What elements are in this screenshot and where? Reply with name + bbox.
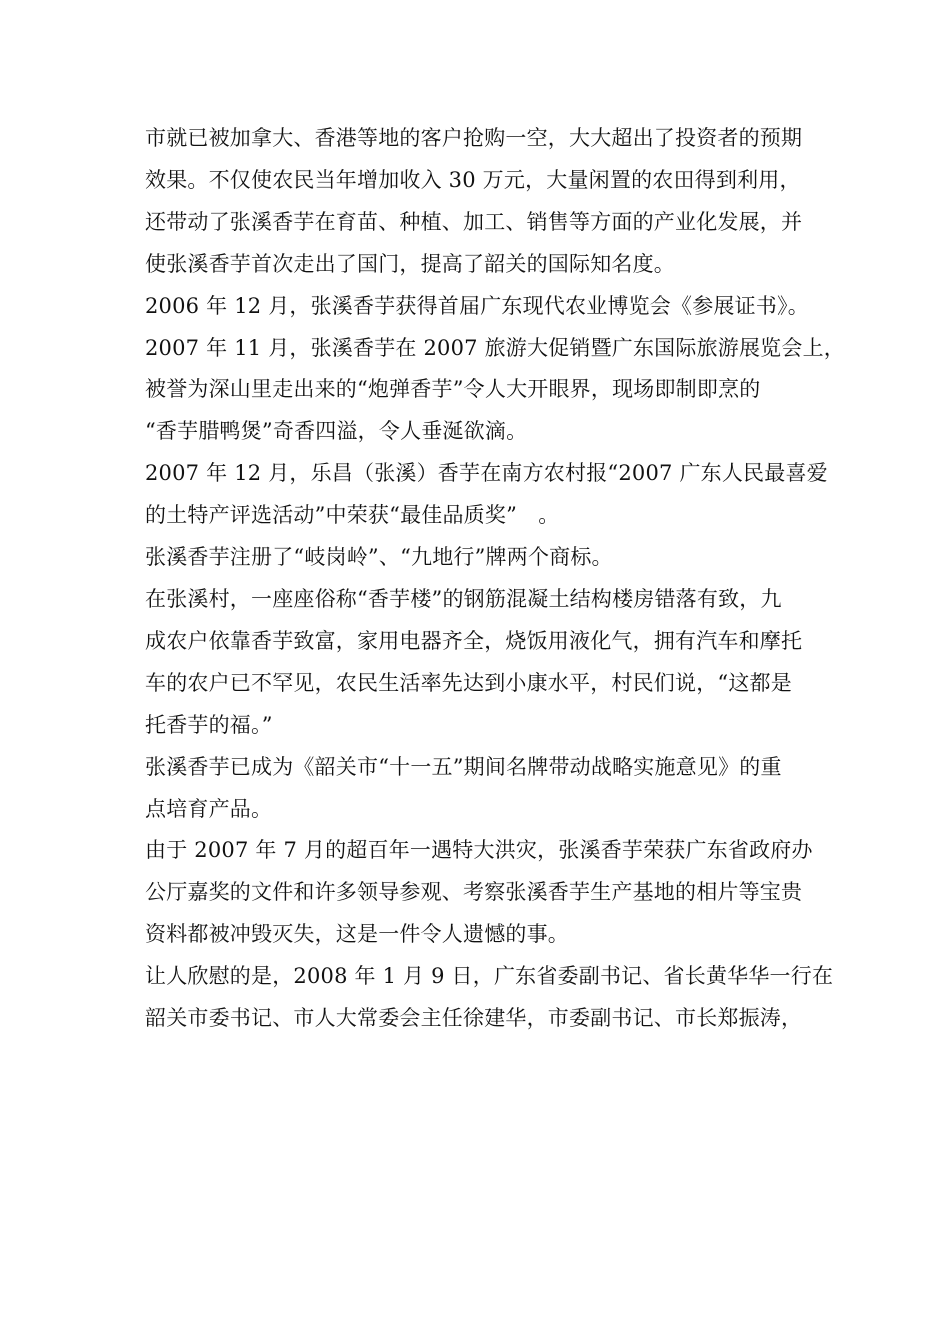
text-line: 车的农户已不罕见，农民生活率先达到小康水平，村民们说，“这都是 bbox=[145, 670, 792, 695]
text-line: 成农户依靠香芋致富，家用电器齐全，烧饭用液化气，拥有汽车和摩托 bbox=[145, 628, 803, 653]
text-line: 资料都被冲毁灭失，这是一件令人遗憾的事。 bbox=[145, 922, 569, 947]
paragraph-export-success bbox=[145, 118, 810, 286]
text-line: 公厅嘉奖的文件和许多领导参观、考察张溪香芋生产基地的相片等宝贵 bbox=[145, 880, 803, 905]
paragraph-village-prosperity bbox=[145, 579, 810, 747]
text-line: 被誉为深山里走出来的“炮弹香芋”令人大开眼界，现场即制即烹的 bbox=[145, 377, 761, 402]
text-line: 由于 2007 年 7 月的超百年一遇特大洪灾，张溪香芋荣获广东省政府办 bbox=[145, 838, 813, 863]
text-line: 还带动了张溪香芋在育苗、种植、加工、销售等方面的产业化发展，并 bbox=[145, 209, 803, 234]
text-line: 效果。不仅使农民当年增加收入 30 万元，大量闲置的农田得到利用， bbox=[145, 167, 801, 192]
text-line: 2007 年 11 月，张溪香芋在 2007 旅游大促销暨广东国际旅游展览会上， bbox=[145, 335, 845, 360]
text-line: 张溪香芋注册了“岐岗岭”、“九地行”牌两个商标。 bbox=[145, 545, 613, 570]
text-line: 的土特产评选活动”中荣获“最佳品质奖” 。 bbox=[145, 503, 560, 528]
text-line: 在张溪村，一座座俗称“香芋楼”的钢筋混凝土结构楼房错落有致，九 bbox=[145, 586, 782, 611]
text-line: 韶关市委书记、市人大常委会主任徐建华，市委副书记、市长郑振涛， bbox=[145, 1006, 803, 1031]
document-body bbox=[145, 118, 845, 1040]
text-line: 点培育产品。 bbox=[145, 796, 273, 821]
text-line: 使张溪香芋首次走出了国门，提高了韶关的国际知名度。 bbox=[145, 251, 675, 276]
text-line: 托香芋的福。” bbox=[145, 712, 273, 737]
text-line: 2006 年 12 月，张溪香芋获得首届广东现代农业博览会《参展证书》。 bbox=[145, 293, 809, 318]
text-line: 2007 年 12 月，乐昌（张溪）香芋在南方农村报“2007 广东人民最喜爱 bbox=[145, 461, 828, 486]
paragraph-flood-loss bbox=[145, 830, 813, 956]
paragraph-2007-quality-award bbox=[145, 453, 828, 537]
text-line: 市就已被加拿大、香港等地的客户抢购一空，大大超出了投资者的预期 bbox=[145, 126, 803, 150]
text-line: 张溪香芋已成为《韶关市“十一五”期间名牌带动战略实施意见》的重 bbox=[145, 754, 782, 779]
paragraph-2007-tourism-fair bbox=[145, 328, 845, 454]
paragraph-2006-expo bbox=[145, 286, 810, 328]
paragraph-trademarks bbox=[145, 537, 810, 579]
paragraph-brand-strategy bbox=[145, 747, 810, 831]
text-line: “香芋腊鸭煲”奇香四溢，令人垂涎欲滴。 bbox=[145, 419, 528, 444]
paragraph-2008-visit bbox=[145, 956, 834, 1040]
text-line: 让人欣慰的是，2008 年 1 月 9 日，广东省委副书记、省长黄华华一行在 bbox=[145, 964, 834, 989]
